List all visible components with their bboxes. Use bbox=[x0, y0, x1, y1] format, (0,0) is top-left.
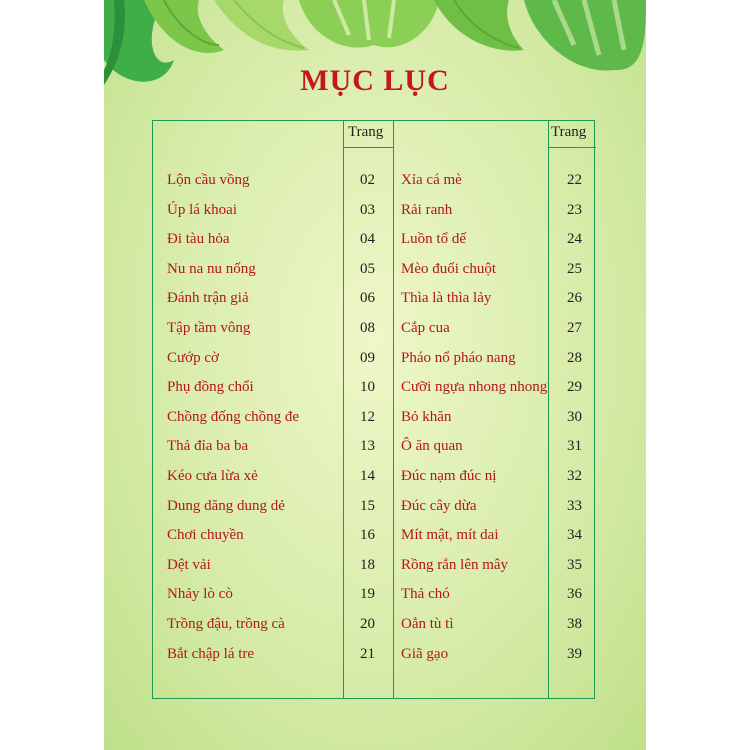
toc-entry-name: Chơi chuyền bbox=[167, 527, 244, 544]
toc-entry-page: 21 bbox=[360, 645, 375, 662]
toc-entry-name: Xỉa cá mè bbox=[401, 172, 462, 188]
toc-entry-name: Đi tàu hỏa bbox=[167, 231, 230, 248]
toc-entry-name: Đúc nạm đúc nị bbox=[401, 468, 497, 484]
toc-entry-name: Bỏ khăn bbox=[401, 408, 452, 425]
toc-entry-name: Tập tầm vông bbox=[167, 320, 251, 336]
toc-entry-page: 36 bbox=[567, 586, 582, 603]
toc-entry-page: 34 bbox=[567, 527, 582, 544]
toc-entry-name: Đúc cây dừa bbox=[401, 497, 477, 514]
leaf-right bbox=[524, 0, 646, 70]
toc-entry-name: Cắp cua bbox=[401, 320, 450, 336]
toc-entry-page: 30 bbox=[567, 408, 582, 425]
page-column-header: Trang bbox=[348, 124, 384, 140]
toc-entry-page: 25 bbox=[567, 260, 582, 277]
toc-entry-name: Ô ăn quan bbox=[401, 438, 463, 455]
toc-entry-page: 03 bbox=[360, 201, 375, 218]
toc-entry-page: 26 bbox=[567, 290, 582, 307]
toc-entry-name: Mèo đuổi chuột bbox=[401, 260, 496, 277]
toc-entry-name: Lộn cầu vồng bbox=[167, 172, 250, 188]
toc-entry-name: Giã gạo bbox=[401, 645, 449, 662]
toc-entry-page: 04 bbox=[360, 231, 375, 248]
toc-entry-page: 15 bbox=[360, 497, 375, 514]
toc-entry-name: Úp lá khoai bbox=[167, 201, 237, 218]
toc-entry-page: 09 bbox=[360, 349, 375, 366]
toc-entry-page: 28 bbox=[567, 349, 582, 366]
toc-entry-page: 16 bbox=[360, 527, 375, 544]
toc-entry-name: Phụ đồng chổi bbox=[167, 379, 254, 396]
toc-entry-page: 05 bbox=[360, 260, 375, 277]
toc-entry-name: Mít mật, mít dai bbox=[401, 527, 499, 544]
toc-entry-page: 33 bbox=[567, 497, 582, 514]
toc-entry-page: 27 bbox=[567, 320, 582, 336]
toc-entry-name: Luồn tổ dế bbox=[401, 231, 466, 248]
toc-entry-name: Trồng đậu, trồng cà bbox=[167, 616, 285, 632]
toc-entry-name: Dệt vải bbox=[167, 556, 211, 573]
leaf-fan-3 bbox=[434, 0, 524, 51]
toc-entry-page: 31 bbox=[567, 438, 582, 455]
toc-entry-name: Nu na nu nống bbox=[167, 260, 256, 277]
toc-entry-page: 08 bbox=[360, 320, 375, 336]
toc-entry-name: Cướp cờ bbox=[167, 349, 219, 366]
toc-entry-name: Chồng đống chồng đe bbox=[167, 408, 300, 425]
toc-entry-name: Pháo nổ pháo nang bbox=[401, 349, 516, 366]
toc-entry-name: Dung dăng dung dẻ bbox=[167, 497, 285, 514]
toc-entry-name: Bắt chập lá tre bbox=[167, 645, 255, 662]
toc-entry-name: Kéo cưa lừa xẻ bbox=[167, 468, 258, 484]
toc-entry-page: 19 bbox=[360, 586, 375, 603]
toc-entry-name: Cưỡi ngựa nhong nhong bbox=[401, 379, 548, 396]
toc-entry-page: 29 bbox=[567, 379, 582, 396]
header-underline bbox=[343, 147, 393, 148]
toc-entry-name: Thả đỉa ba ba bbox=[167, 438, 249, 455]
column-divider bbox=[393, 121, 394, 698]
toc-entry-name: Đánh trận giả bbox=[167, 290, 249, 307]
toc-entry-page: 35 bbox=[567, 556, 582, 573]
toc-entry-page: 22 bbox=[567, 172, 582, 188]
page-title: MỤC LỤC bbox=[300, 64, 450, 97]
leaf-fan-2 bbox=[214, 0, 309, 51]
toc-entry-page: 18 bbox=[360, 556, 375, 573]
page-column-header: Trang bbox=[551, 124, 587, 140]
toc-entry-page: 23 bbox=[567, 201, 582, 218]
toc-entry-page: 14 bbox=[360, 468, 375, 484]
toc-entry-page: 32 bbox=[567, 468, 582, 484]
toc-entry-name: Nhảy lò cò bbox=[167, 586, 233, 603]
leaf-monstera-mid bbox=[299, 0, 439, 48]
book-page bbox=[104, 0, 646, 750]
toc-entry-page: 24 bbox=[567, 231, 582, 248]
toc-entry-page: 10 bbox=[360, 379, 375, 396]
leaf-fan-1 bbox=[144, 0, 224, 53]
toc-entry-name: Thả chó bbox=[401, 586, 450, 603]
toc-entry-name: Oẳn tù tì bbox=[401, 616, 454, 632]
table-of-contents bbox=[152, 120, 595, 699]
toc-entry-page: 39 bbox=[567, 645, 582, 662]
toc-entry-name: Thìa là thìa lảy bbox=[401, 290, 492, 307]
toc-entry-page: 12 bbox=[360, 408, 375, 425]
toc-entry-page: 02 bbox=[360, 172, 375, 188]
toc-entry-page: 13 bbox=[360, 438, 375, 455]
toc-entry-name: Rồng rắn lên mây bbox=[401, 556, 509, 573]
toc-entry-name: Rải ranh bbox=[401, 201, 453, 218]
header-underline bbox=[548, 147, 596, 148]
toc-entry-page: 38 bbox=[567, 616, 582, 632]
toc-entry-page: 20 bbox=[360, 616, 375, 632]
toc-entry-page: 06 bbox=[360, 290, 375, 307]
